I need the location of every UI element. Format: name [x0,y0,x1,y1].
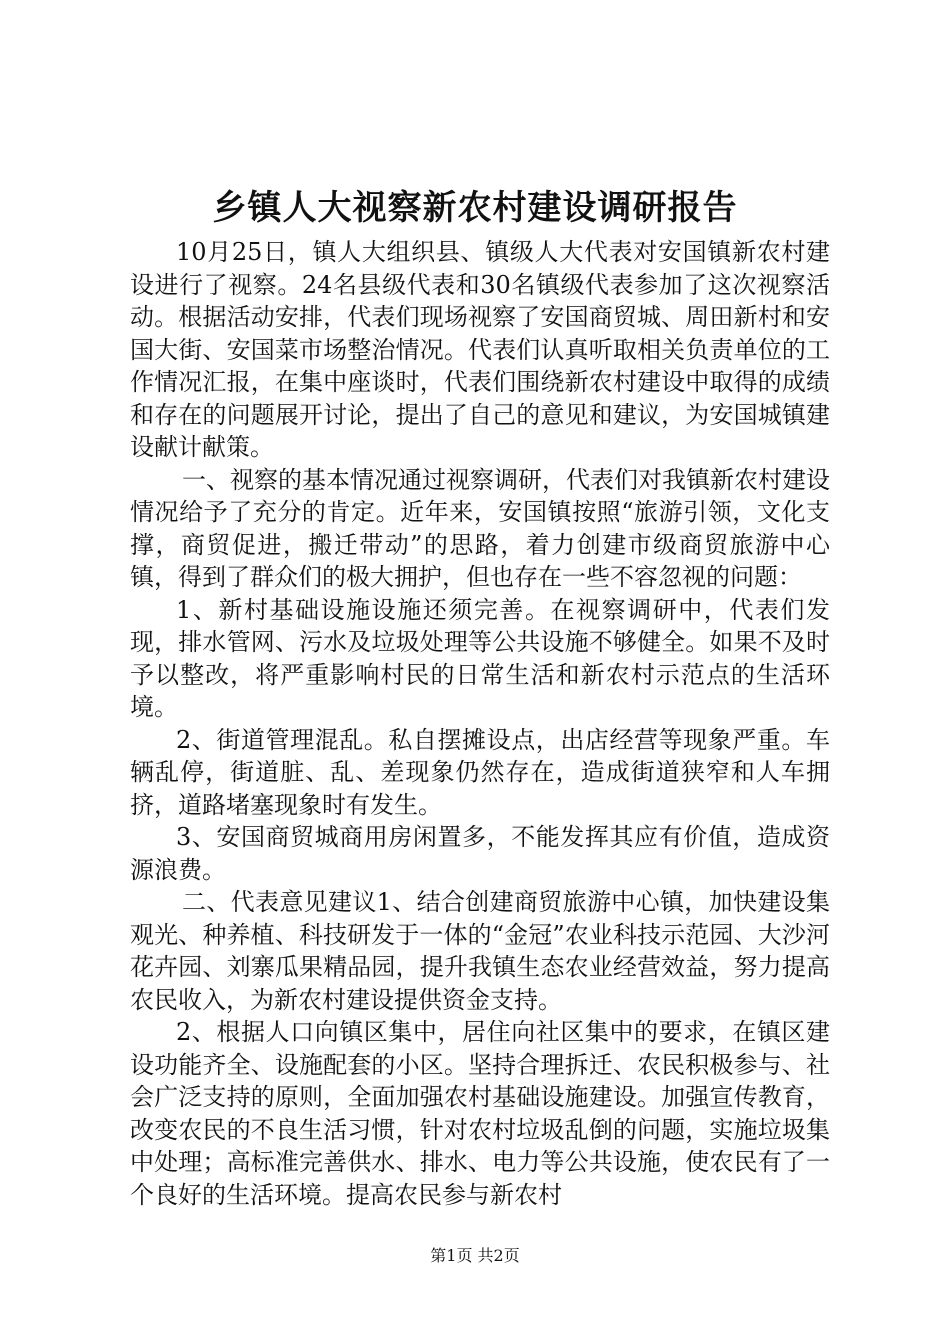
document-body [130,236,830,1211]
paragraph-issue-2: 2、街道管理混乱。私自摆摊设点，出店经营等现象严重。车辆乱停，街道脏、乱、差现象仍然存在，造成街道狭窄和人车拥挤，道路堵塞现象时有发生。 [130,725,830,819]
document-title: 乡镇人大视察新农村建设调研报告 [212,188,738,228]
paragraph-suggestion-2: 2、根据人口向镇区集中，居住向社区集中的要求，在镇区建设功能齐全、设施配套的小区。坚持合理拆迁、农民积极参与、社会广泛支持的原则，全面加强农村基础设施建设。加强宣传教育，改变农民的不良生活习惯，针对农村垃圾乱倒的问题，实施垃圾集中处理；高标准完善供水、排水、电力等公共设施，使农民有了一个良好的生活环境。提高农民参与新农村 [130,1018,830,1209]
paragraph-section-2: 二、代表意见建议1、结合创建商贸旅游中心镇，加快建设集观光、种养植、科技研发于一体的“金冠”农业科技示范园、大沙河花卉园、刘寨瓜果精品园，提升我镇生态农业经营效益，努力提高农民收入，为新农村建设提供资金支持。 [130,888,830,1014]
paragraph-issue-3: 3、安国商贸城商用房闲置多，不能发挥其应有价值，造成资源浪费。 [130,823,830,884]
paragraph-issue-1: 1、新村基础设施设施还须完善。在视察调研中，代表们发现，排水管网、污水及垃圾处理等公共设施不够健全。如果不及时予以整改，将严重影响村民的日常生活和新农村示范点的生活环境。 [130,595,830,721]
paragraph-section-1: 一、视察的基本情况通过视察调研，代表们对我镇新农村建设情况给予了充分的肯定。近年来，安国镇按照“旅游引领，文化支撑，商贸促进，搬迁带动”的思路，着力创建市级商贸旅游中心镇，得到了群众们的极大拥护，但也存在一些不容忽视的问题： [130,465,830,591]
page-number-footer: 第1页 共2页 [430,1246,520,1265]
paragraph-intro: 10月25日，镇人大组织县、镇级人大代表对安国镇新农村建设进行了视察。24名县级代表和30名镇级代表参加了这次视察活动。根据活动安排，代表们现场视察了安国商贸城、周田新村和安国大街、安国菜市场整治情况。代表们认真听取相关负责单位的工作情况汇报，在集中座谈时，代表们围绕新农村建设中取得的成绩和存在的问题展开讨论，提出了自己的意见和建议，为安国城镇建设献计献策。 [130,238,830,461]
